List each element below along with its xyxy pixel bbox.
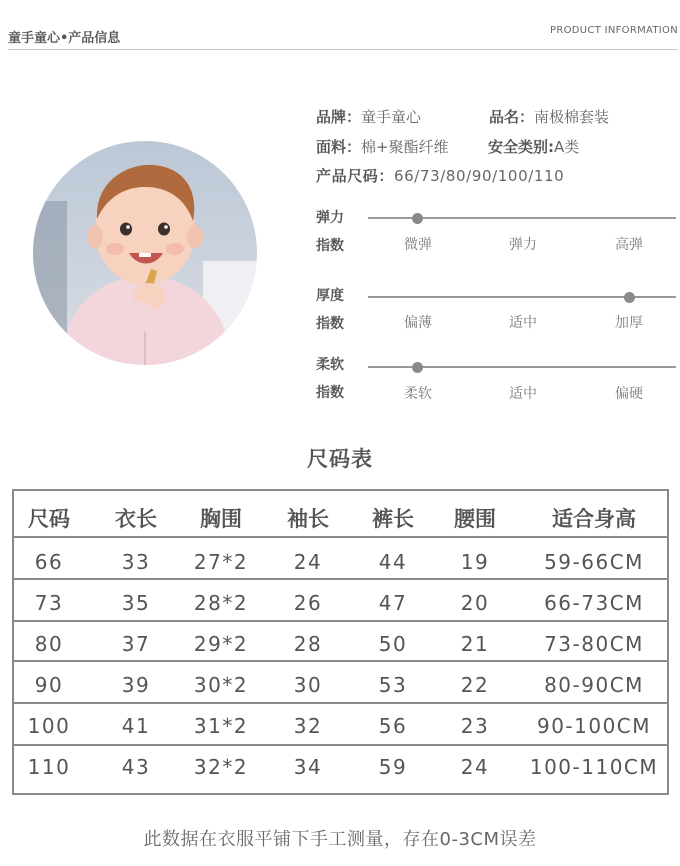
product-name-label: 品名：	[489, 108, 535, 126]
elasticity-option: 高弹	[615, 237, 643, 253]
table-cell: 44	[378, 550, 408, 574]
table-cell: 37	[121, 632, 151, 656]
table-row-divider	[14, 660, 667, 662]
table-cell: 35	[121, 591, 151, 615]
section-subtitle: PRODUCT INFORMATION	[550, 25, 678, 36]
thickness-label: 厚度	[316, 288, 344, 304]
fabric-value: 棉+聚酯纤维	[361, 138, 449, 156]
table-header-cell: 袖长	[287, 507, 329, 531]
table-cell: 26	[293, 591, 323, 615]
product-name-row	[489, 106, 609, 127]
table-header-cell: 腰围	[454, 507, 496, 531]
table-cell: 28	[293, 632, 323, 656]
table-row-divider	[14, 702, 667, 704]
table-cell: 43	[121, 755, 151, 779]
table-cell: 31*2	[193, 714, 249, 738]
table-cell: 56	[378, 714, 408, 738]
product-name-value: 南极棉套装	[534, 108, 610, 126]
softness-marker	[412, 362, 423, 373]
header-divider	[8, 49, 678, 50]
table-header-cell: 适合身高	[552, 507, 636, 531]
size-value: 66/73/80/90/100/110	[394, 167, 565, 185]
softness-label: 柔软	[316, 357, 344, 373]
table-header-cell: 裤长	[372, 507, 414, 531]
size-row	[316, 165, 564, 186]
elasticity-option: 微弹	[404, 237, 432, 253]
table-header-cell: 胸围	[200, 507, 242, 531]
elasticity-label: 弹力	[316, 210, 344, 226]
table-cell: 41	[121, 714, 151, 738]
brand-value: 童手童心	[361, 108, 422, 126]
fabric-label: 面料：	[316, 138, 362, 156]
table-cell: 73-80CM	[544, 632, 644, 656]
table-cell: 66-73CM	[544, 591, 644, 615]
table-cell: 30	[293, 673, 323, 697]
table-cell: 73	[34, 591, 64, 615]
thickness-index-label: 指数	[316, 316, 344, 332]
size-chart-title: 尺码表	[307, 447, 373, 471]
softness-option: 适中	[509, 386, 537, 402]
table-cell: 32*2	[193, 755, 249, 779]
table-cell: 59	[378, 755, 408, 779]
table-cell: 22	[460, 673, 490, 697]
elasticity-index-label: 指数	[316, 238, 344, 254]
table-cell: 32	[293, 714, 323, 738]
table-cell: 29*2	[193, 632, 249, 656]
brand-label: 品牌：	[316, 108, 362, 126]
safety-value: A类	[554, 138, 580, 156]
measurement-note: 此数据在衣服平铺下手工测量，存在0-3CM误差	[143, 829, 537, 850]
table-cell: 90	[34, 673, 64, 697]
table-cell: 66	[34, 550, 64, 574]
thickness-option: 适中	[509, 315, 537, 331]
table-cell: 39	[121, 673, 151, 697]
table-row-divider	[14, 620, 667, 622]
table-cell: 100	[27, 714, 71, 738]
softness-option: 柔软	[404, 386, 432, 402]
thickness-marker	[624, 292, 635, 303]
size-label: 产品尺码：	[316, 167, 395, 185]
safety-label: 安全类别:	[488, 138, 554, 156]
table-cell: 53	[378, 673, 408, 697]
softness-option: 偏硬	[615, 386, 643, 402]
table-cell: 20	[460, 591, 490, 615]
section-title: 童手童心•产品信息	[8, 31, 121, 46]
table-header-cell: 尺码	[28, 507, 70, 531]
elasticity-marker	[412, 213, 423, 224]
table-cell: 34	[293, 755, 323, 779]
fabric-row	[316, 136, 449, 157]
table-cell: 90-100CM	[536, 714, 652, 738]
table-cell: 27*2	[193, 550, 249, 574]
table-cell: 23	[460, 714, 490, 738]
table-header-cell: 衣长	[115, 507, 157, 531]
table-cell: 50	[378, 632, 408, 656]
thickness-option: 加厚	[615, 315, 643, 331]
thickness-option: 偏薄	[404, 315, 432, 331]
table-cell: 19	[460, 550, 490, 574]
table-cell: 110	[27, 755, 71, 779]
table-cell: 59-66CM	[544, 550, 644, 574]
table-cell: 24	[460, 755, 490, 779]
table-cell: 80-90CM	[544, 673, 644, 697]
table-cell: 21	[460, 632, 490, 656]
elasticity-option: 弹力	[509, 237, 537, 253]
table-cell: 30*2	[193, 673, 249, 697]
table-cell: 47	[378, 591, 408, 615]
table-cell: 100-110CM	[529, 755, 659, 779]
table-cell: 24	[293, 550, 323, 574]
table-cell: 33	[121, 550, 151, 574]
safety-row	[488, 136, 579, 157]
table-row-divider	[14, 744, 667, 746]
table-row-divider	[14, 536, 667, 538]
softness-index-label: 指数	[316, 385, 344, 401]
brand-row	[316, 106, 421, 127]
table-cell: 28*2	[193, 591, 249, 615]
table-cell: 80	[34, 632, 64, 656]
product-photo	[33, 141, 257, 365]
table-row-divider	[14, 578, 667, 580]
